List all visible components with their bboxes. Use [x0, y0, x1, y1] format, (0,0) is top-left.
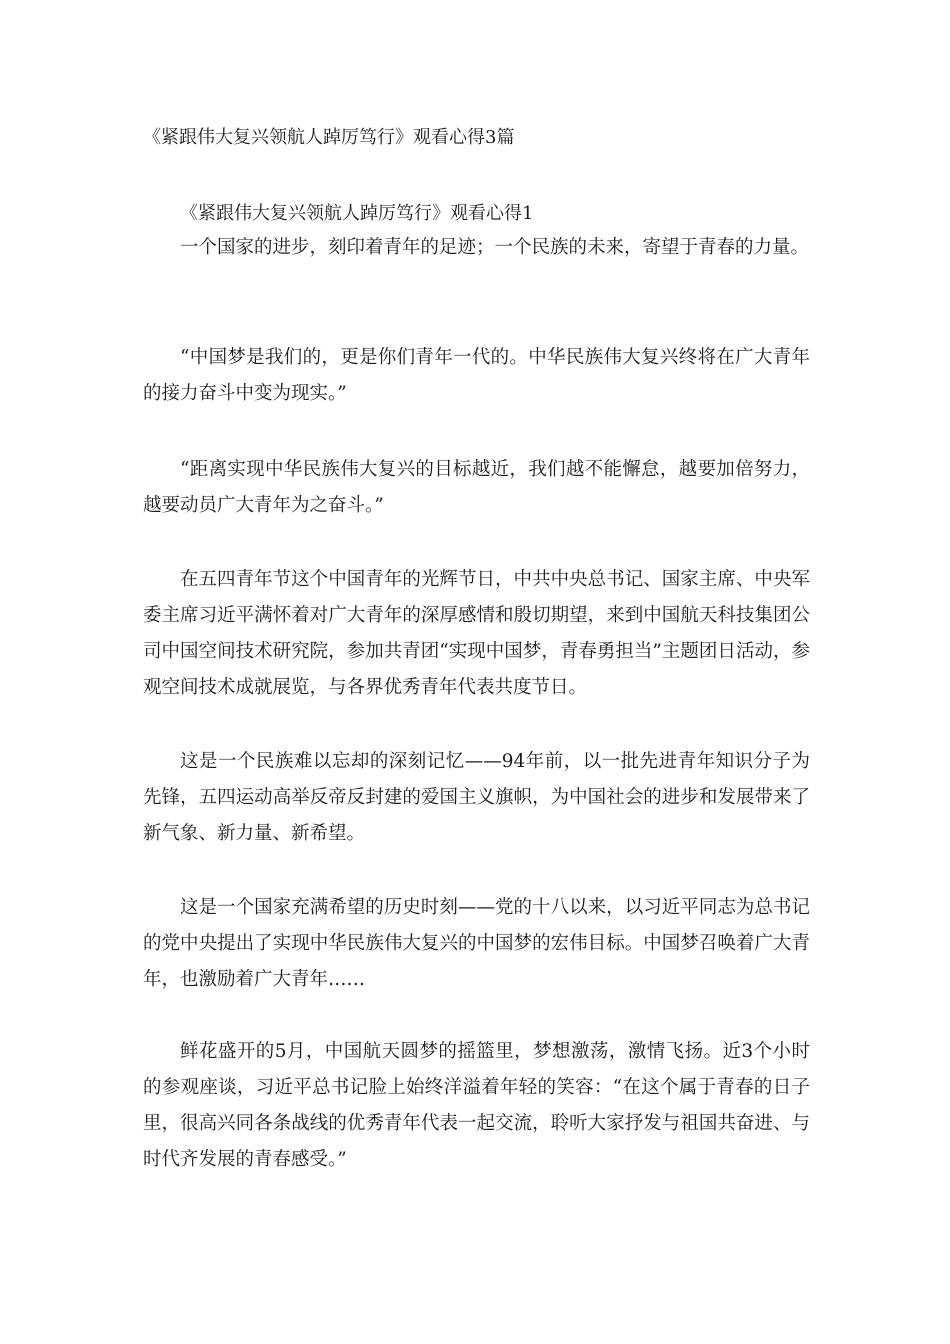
- paragraph-2: “中国梦是我们的，更是你们青年一代的。中华民族伟大复兴终将在广大青年的接力奋斗中变为现实。”: [143, 347, 810, 404]
- paragraph-4: 在五四青年节这个中国青年的光辉节日，中共中央总书记、国家主席、中央军委主席习近平满怀着对广大青年的深厚感情和殷切期望，来到中国航天科技集团公司中国空间技术研究院，参加共青团“实现中国梦，青春勇担当”主题团日活动，参观空间技术成就展览，与各界优秀青年代表共度节日。: [143, 569, 810, 698]
- paragraph-1: 一个国家的进步，刻印着青年的足迹；一个民族的未来，寄望于青春的力量。: [180, 237, 810, 258]
- paragraph-5: 这是一个民族难以忘却的深刻记忆——94年前，以一批先进青年知识分子为先锋，五四运动高举反帝反封建的爱国主义旗帜，为中国社会的进步和发展带来了新气象、新力量、新希望。: [143, 751, 810, 844]
- document-title: 《紧跟伟大复兴领航人踔厉笃行》观看心得3篇: [143, 127, 515, 148]
- section-title: 《紧跟伟大复兴领航人踔厉笃行》观看心得1: [180, 203, 534, 224]
- paragraph-3: “距离实现中华民族伟大复兴的目标越近，我们越不能懈怠，越要加倍努力，越要动员广大青年为之奋斗。”: [143, 459, 810, 516]
- paragraph-6: 这是一个国家充满希望的历史时刻——党的十八以来，以习近平同志为总书记的党中央提出了实现中华民族伟大复兴的中国梦的宏伟目标。中国梦召唤着广大青年，也激励着广大青年……: [143, 897, 810, 990]
- paragraph-7: 鲜花盛开的5月，中国航天圆梦的摇篮里，梦想激荡，激情飞扬。近3个小时的参观座谈，习近平总书记脸上始终洋溢着年轻的笑容：“在这个属于青春的日子里，很高兴同各条战线的优秀青年代表一起交流，聆听大家抒发与祖国共奋进、与时代齐发展的青春感受。”: [143, 1041, 810, 1170]
